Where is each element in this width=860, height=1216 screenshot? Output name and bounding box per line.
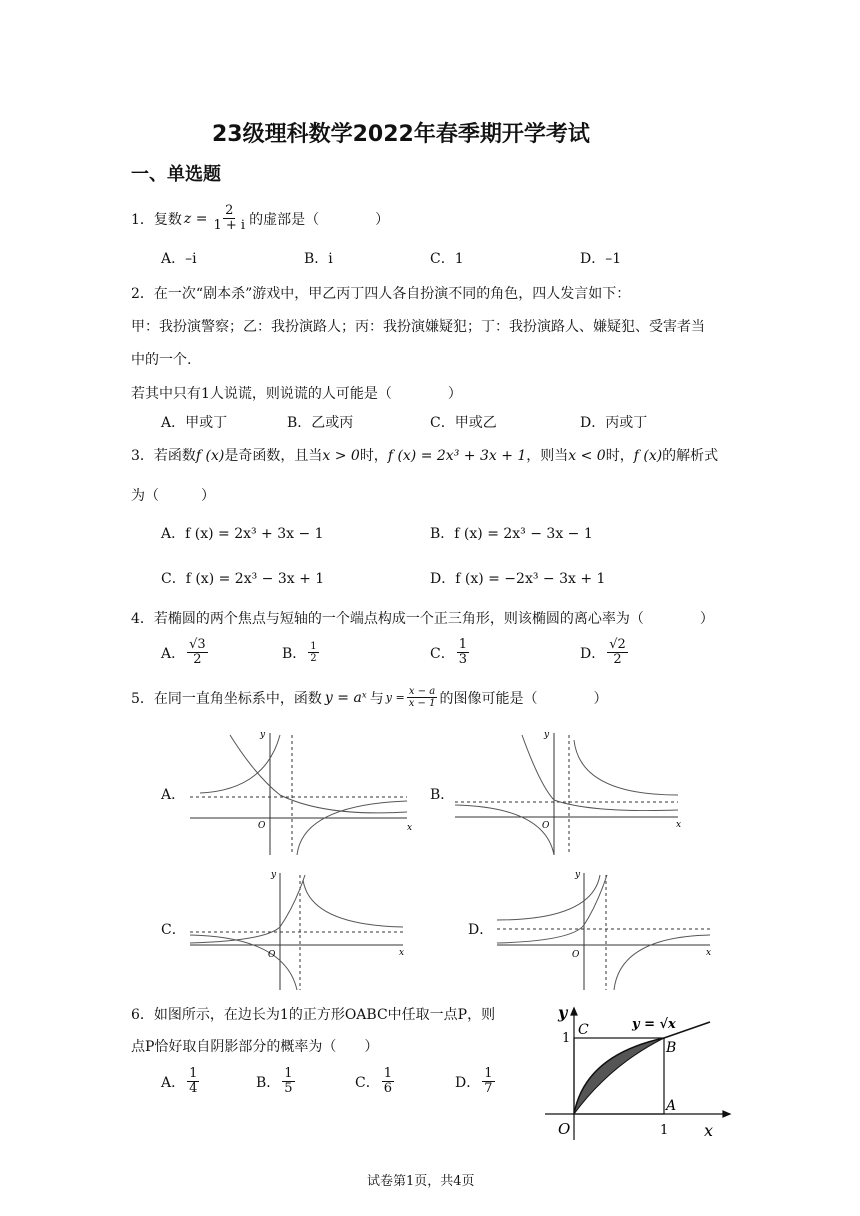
q4-a-num: √3 bbox=[189, 637, 206, 652]
q6-option-c bbox=[355, 1067, 396, 1097]
q4-c-num: 1 bbox=[458, 637, 467, 652]
q4-d-frac bbox=[607, 638, 628, 668]
q5-option-b: B． bbox=[430, 787, 455, 803]
question-1 bbox=[131, 204, 389, 234]
graph-c-hyperbola-left bbox=[190, 935, 297, 990]
q3-option-b: B．f (x) = 2x³ − 3x − 1 bbox=[430, 526, 593, 542]
q6-d-den: 7 bbox=[484, 1081, 493, 1097]
q6-d-frac bbox=[482, 1067, 494, 1097]
q6-curve-label: y = √x bbox=[632, 1017, 676, 1032]
graph-c-y-label: y bbox=[271, 870, 277, 880]
q6-d-num: 1 bbox=[484, 1066, 493, 1081]
q6-label-o: O bbox=[558, 1120, 571, 1138]
q4-a-label: A． bbox=[161, 645, 186, 662]
q6-a-num: 1 bbox=[189, 1066, 198, 1081]
q3-line-2: 为（ ） bbox=[131, 488, 215, 504]
graph-d-hyperbola-left bbox=[497, 875, 600, 920]
q3-option-d: D．f (x) = −2x³ − 3x + 1 bbox=[430, 571, 606, 587]
q5-text bbox=[131, 686, 607, 709]
q2-line-1: 2．在一次“剧本杀”游戏中，甲乙丙丁四人各自扮演不同的角色，四人发言如下： bbox=[131, 286, 631, 302]
graph-d-origin: O bbox=[572, 950, 580, 960]
q6-a-label: A． bbox=[161, 1074, 186, 1091]
page-footer: 试卷第1页，共4页 bbox=[367, 1174, 475, 1189]
graph-c-exp-curve bbox=[190, 875, 305, 943]
q3-text-c: 时， bbox=[359, 448, 388, 464]
graph-d-x-label: x bbox=[706, 948, 712, 958]
q6-label-one-x: 1 bbox=[660, 1123, 669, 1138]
q6-x-arrow bbox=[723, 1111, 730, 1117]
q3-option-a: A．f (x) = 2x³ + 3x − 1 bbox=[161, 526, 324, 542]
q1-option-a: A．–i bbox=[161, 251, 197, 267]
graph-c-origin: O bbox=[268, 950, 276, 960]
q2-option-d: D．丙或丁 bbox=[580, 415, 648, 431]
graph-a-x-label: x bbox=[407, 823, 413, 833]
q5-graph-c bbox=[185, 865, 410, 1000]
q3-line-1 bbox=[131, 445, 718, 465]
q4-b-label: B． bbox=[282, 645, 307, 662]
q5-option-a: A． bbox=[161, 787, 186, 803]
q6-c-frac bbox=[382, 1067, 394, 1097]
graph-b-y-label: y bbox=[544, 730, 550, 740]
q1-fraction bbox=[211, 204, 247, 234]
q6-a-frac bbox=[187, 1067, 199, 1097]
q6-a-den: 4 bbox=[189, 1081, 198, 1097]
q1-suffix: 的虚部是（ ） bbox=[249, 211, 390, 228]
q6-sqrt-curve bbox=[574, 1022, 710, 1114]
q5-func-1: y = aˣ bbox=[324, 689, 367, 706]
q2-line-4: 若其中只有1人说谎，则说谎的人可能是（ ） bbox=[131, 386, 462, 402]
graph-c-x-label: x bbox=[399, 948, 405, 958]
q4-d-label: D． bbox=[580, 645, 606, 662]
q3-text-e: 时， bbox=[605, 448, 634, 464]
section-heading: 一、单选题 bbox=[131, 164, 221, 185]
q3-text-f: 的解析式 bbox=[662, 448, 719, 464]
q2-option-b: B．乙或丙 bbox=[287, 415, 354, 431]
q4-option-c bbox=[430, 638, 471, 668]
q2-line-3: 中的一个. bbox=[131, 352, 192, 368]
q3-text-d: ，则当 bbox=[526, 448, 569, 464]
q1-num: 2 bbox=[225, 203, 234, 218]
q6-figure bbox=[540, 1000, 740, 1145]
q5-func-2-frac bbox=[407, 686, 438, 709]
page-title: 23级理科数学2022年春季期开学考试 bbox=[212, 122, 590, 147]
q1-option-b: B．i bbox=[304, 251, 333, 267]
q4-b-num: 1 bbox=[310, 641, 317, 652]
q3-prefix: 3．若函数 bbox=[131, 448, 196, 464]
graph-b-hyperbola-right bbox=[574, 740, 678, 795]
q2-line-2: 甲：我扮演警察；乙：我扮演路人；丙：我扮演嫌疑犯；丁：我扮演路人、嫌疑犯、受害者当 bbox=[131, 319, 705, 335]
q5-f2-den: x − 1 bbox=[408, 698, 436, 709]
q5-option-d: D． bbox=[468, 922, 494, 938]
q4-option-d bbox=[580, 638, 630, 668]
q3-cond-2: x < 0 bbox=[568, 448, 606, 464]
q5-prefix: 5．在同一直角坐标系中，函数 bbox=[131, 690, 322, 707]
q4-d-den: 2 bbox=[613, 652, 622, 668]
graph-d-exp-curve bbox=[497, 875, 607, 943]
q5-mid: 与 bbox=[369, 690, 384, 707]
q2-option-c: C．甲或乙 bbox=[430, 415, 497, 431]
graph-a-y-label: y bbox=[260, 730, 266, 740]
q6-b-label: B． bbox=[256, 1074, 281, 1091]
graph-b-hyperbola-left bbox=[455, 805, 554, 855]
q4-d-num: √2 bbox=[609, 637, 626, 652]
q3-fx-2: f (x) bbox=[633, 448, 663, 464]
q6-c-label: C． bbox=[355, 1074, 380, 1091]
q6-label-a: A bbox=[666, 1098, 677, 1114]
q5-func-2-lhs: y = bbox=[385, 691, 405, 704]
graph-a-origin: O bbox=[258, 821, 266, 831]
q6-shaded-region bbox=[574, 1038, 664, 1114]
q5-option-c: C． bbox=[161, 922, 186, 938]
q6-option-b bbox=[256, 1067, 297, 1097]
q3-option-c: C．f (x) = 2x³ − 3x + 1 bbox=[161, 571, 325, 587]
q1-option-c: C．1 bbox=[430, 251, 464, 267]
q3-fx: f (x) bbox=[195, 448, 225, 464]
q1-z: z = bbox=[183, 210, 208, 227]
q6-c-num: 1 bbox=[383, 1066, 392, 1081]
graph-b-x-label: x bbox=[676, 820, 682, 830]
q5-f2-num: x − a bbox=[408, 686, 436, 697]
q5-suffix: 的图像可能是（ ） bbox=[439, 690, 608, 707]
q6-option-a bbox=[161, 1067, 201, 1097]
q6-line-1: 6．如图所示，在边长为1的正方形OABC中任取一点P，则 bbox=[131, 1007, 496, 1023]
q4-option-a bbox=[161, 638, 210, 668]
q4-b-frac bbox=[308, 641, 318, 664]
graph-b-exp-curve bbox=[522, 735, 678, 811]
q6-b-den: 5 bbox=[284, 1081, 293, 1097]
q6-label-c: C bbox=[578, 1022, 589, 1038]
q6-label-one-y: 1 bbox=[562, 1031, 571, 1046]
q6-line-2: 点P恰好取自阴影部分的概率为（ ） bbox=[131, 1039, 379, 1055]
q6-c-den: 6 bbox=[383, 1081, 392, 1097]
q2-option-a: A．甲或丁 bbox=[161, 415, 228, 431]
q6-y-arrow bbox=[571, 1008, 577, 1015]
q4-a-frac bbox=[187, 638, 208, 668]
graph-a-hyperbola-right bbox=[297, 801, 407, 855]
q6-label-b: B bbox=[666, 1040, 677, 1056]
graph-d-hyperbola-right bbox=[614, 935, 710, 990]
q1-prefix: 1．复数 bbox=[131, 211, 182, 228]
q6-b-frac bbox=[282, 1067, 294, 1097]
q6-d-label: D． bbox=[455, 1074, 481, 1091]
q5-graph-d bbox=[492, 865, 717, 1000]
graph-c-hyperbola-right bbox=[303, 880, 403, 927]
q3-expr: f (x) = 2x³ + 3x + 1 bbox=[387, 448, 527, 464]
q5-graph-b bbox=[450, 725, 685, 860]
q5-graph-a bbox=[185, 725, 415, 860]
q4-c-label: C． bbox=[430, 645, 455, 662]
q4-a-den: 2 bbox=[193, 652, 202, 668]
q3-text-b: 是奇函数，且当 bbox=[224, 448, 323, 464]
q6-option-d bbox=[455, 1067, 497, 1097]
q6-y-label: y bbox=[558, 1003, 568, 1022]
q4-option-b bbox=[282, 641, 321, 664]
q4-c-den: 3 bbox=[458, 652, 467, 668]
q6-square bbox=[574, 1038, 664, 1114]
q1-den: 1 + i bbox=[213, 218, 246, 234]
q6-b-num: 1 bbox=[284, 1066, 293, 1081]
q3-cond-1: x > 0 bbox=[322, 448, 360, 464]
q4-text: 4．若椭圆的两个焦点与短轴的一个端点构成一个正三角形，则该椭圆的离心率为（ ） bbox=[131, 611, 714, 627]
q4-b-den: 2 bbox=[310, 653, 317, 664]
q4-c-frac bbox=[457, 638, 469, 668]
q1-option-d: D．–1 bbox=[580, 251, 622, 267]
q6-x-label: x bbox=[704, 1121, 714, 1140]
graph-d-y-label: y bbox=[575, 870, 581, 880]
graph-b-origin: O bbox=[542, 821, 550, 831]
